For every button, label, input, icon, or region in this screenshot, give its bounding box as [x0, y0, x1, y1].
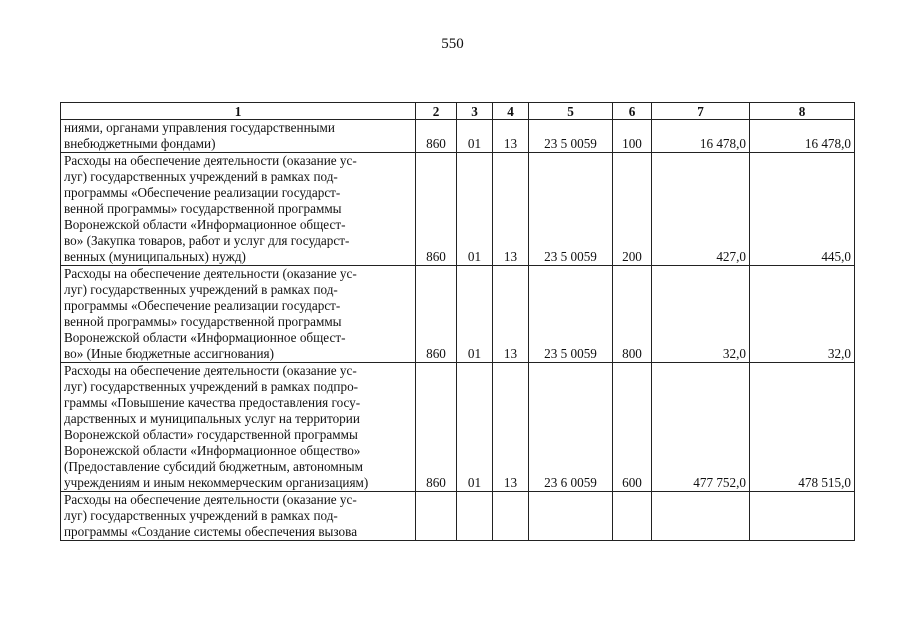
- description-line: граммы «Повышение качества предоставления госу-: [64, 395, 361, 410]
- cell-amount-year-1: 477 752,0: [652, 363, 750, 492]
- description-line: Воронежской области» государственной программы: [64, 427, 358, 442]
- description-line: Воронежской области «Информационное общест-: [64, 217, 346, 232]
- description-line: дарственных и муниципальных услуг на территории: [64, 411, 360, 426]
- row-description: [61, 153, 416, 266]
- description-line: во» (Иные бюджетные ассигнования): [64, 346, 274, 361]
- cell-section: 01: [457, 153, 493, 266]
- page-number: 550: [441, 36, 464, 52]
- cell-ministry-code: 860: [416, 120, 457, 153]
- cell-subsection: 13: [493, 363, 529, 492]
- cell-subsection: 13: [493, 266, 529, 363]
- description-line: Расходы на обеспечение деятельности (оказание ус-: [64, 492, 357, 507]
- cell-section: 01: [457, 120, 493, 153]
- cell-ministry-code: 860: [416, 153, 457, 266]
- cell-target-article: 23 5 0059: [529, 266, 613, 363]
- row-description: [61, 492, 416, 541]
- description-line: программы «Обеспечение реализации государст-: [64, 298, 341, 313]
- description-line: Воронежской области «Информационное общество»: [64, 443, 361, 458]
- cell-subsection: 13: [493, 120, 529, 153]
- cell-amount-year-1: 32,0: [652, 266, 750, 363]
- budget-table: [60, 102, 855, 541]
- cell-ministry-code: 860: [416, 266, 457, 363]
- cell-amount-year-1: 16 478,0: [652, 120, 750, 153]
- cell-section: [457, 492, 493, 541]
- description-line: Воронежской области «Информационное общест-: [64, 330, 346, 345]
- header-col-8: 8: [750, 103, 855, 120]
- cell-target-article: 23 5 0059: [529, 153, 613, 266]
- row-description: [61, 363, 416, 492]
- cell-amount-year-1: 427,0: [652, 153, 750, 266]
- description-line: программы «Создание системы обеспечения вызова: [64, 524, 358, 539]
- cell-subsection: [493, 492, 529, 541]
- cell-amount-year-2: 16 478,0: [750, 120, 855, 153]
- description-line: венной программы» государственной программы: [64, 314, 342, 329]
- cell-section: 01: [457, 363, 493, 492]
- description-line: венных (муниципальных) нужд): [64, 249, 246, 264]
- cell-amount-year-2: 32,0: [750, 266, 855, 363]
- table-row: [61, 153, 855, 266]
- cell-expense-type: 600: [613, 363, 652, 492]
- cell-amount-year-2: [750, 492, 855, 541]
- cell-expense-type: [613, 492, 652, 541]
- cell-amount-year-2: 445,0: [750, 153, 855, 266]
- cell-ministry-code: 860: [416, 363, 457, 492]
- description-line: луг) государственных учреждений в рамках под-: [64, 169, 338, 184]
- header-col-7: 7: [652, 103, 750, 120]
- cell-amount-year-2: 478 515,0: [750, 363, 855, 492]
- cell-expense-type: 100: [613, 120, 652, 153]
- header-row: [61, 103, 855, 120]
- header-col-6: 6: [613, 103, 652, 120]
- description-line: Расходы на обеспечение деятельности (оказание ус-: [64, 153, 357, 168]
- header-col-2: 2: [416, 103, 457, 120]
- cell-expense-type: 200: [613, 153, 652, 266]
- header-col-5: 5: [529, 103, 613, 120]
- cell-target-article: [529, 492, 613, 541]
- description-line: внебюджетными фондами): [64, 136, 216, 151]
- description-line: (Предоставление субсидий бюджетным, автономным: [64, 459, 363, 474]
- cell-amount-year-1: [652, 492, 750, 541]
- description-line: учреждениям и иным некоммерческим организациям): [64, 475, 369, 490]
- header-col-3: 3: [457, 103, 493, 120]
- table-row: [61, 266, 855, 363]
- description-line: луг) государственных учреждений в рамках под-: [64, 508, 338, 523]
- description-line: программы «Обеспечение реализации государст-: [64, 185, 341, 200]
- cell-section: 01: [457, 266, 493, 363]
- description-line: Расходы на обеспечение деятельности (оказание ус-: [64, 363, 357, 378]
- table-row: [61, 492, 855, 541]
- cell-subsection: 13: [493, 153, 529, 266]
- header-col-1: 1: [61, 103, 416, 120]
- row-description: [61, 120, 416, 153]
- description-line: ниями, органами управления государственными: [64, 120, 335, 135]
- description-line: венной программы» государственной программы: [64, 201, 342, 216]
- description-line: луг) государственных учреждений в рамках подпро-: [64, 379, 359, 394]
- row-description: [61, 266, 416, 363]
- description-line: луг) государственных учреждений в рамках под-: [64, 282, 338, 297]
- table-row: [61, 120, 855, 153]
- cell-ministry-code: [416, 492, 457, 541]
- cell-target-article: 23 6 0059: [529, 363, 613, 492]
- description-line: во» (Закупка товаров, работ и услуг для государст-: [64, 233, 350, 248]
- table-row: [61, 363, 855, 492]
- cell-expense-type: 800: [613, 266, 652, 363]
- header-col-4: 4: [493, 103, 529, 120]
- description-line: Расходы на обеспечение деятельности (оказание ус-: [64, 266, 357, 281]
- cell-target-article: 23 5 0059: [529, 120, 613, 153]
